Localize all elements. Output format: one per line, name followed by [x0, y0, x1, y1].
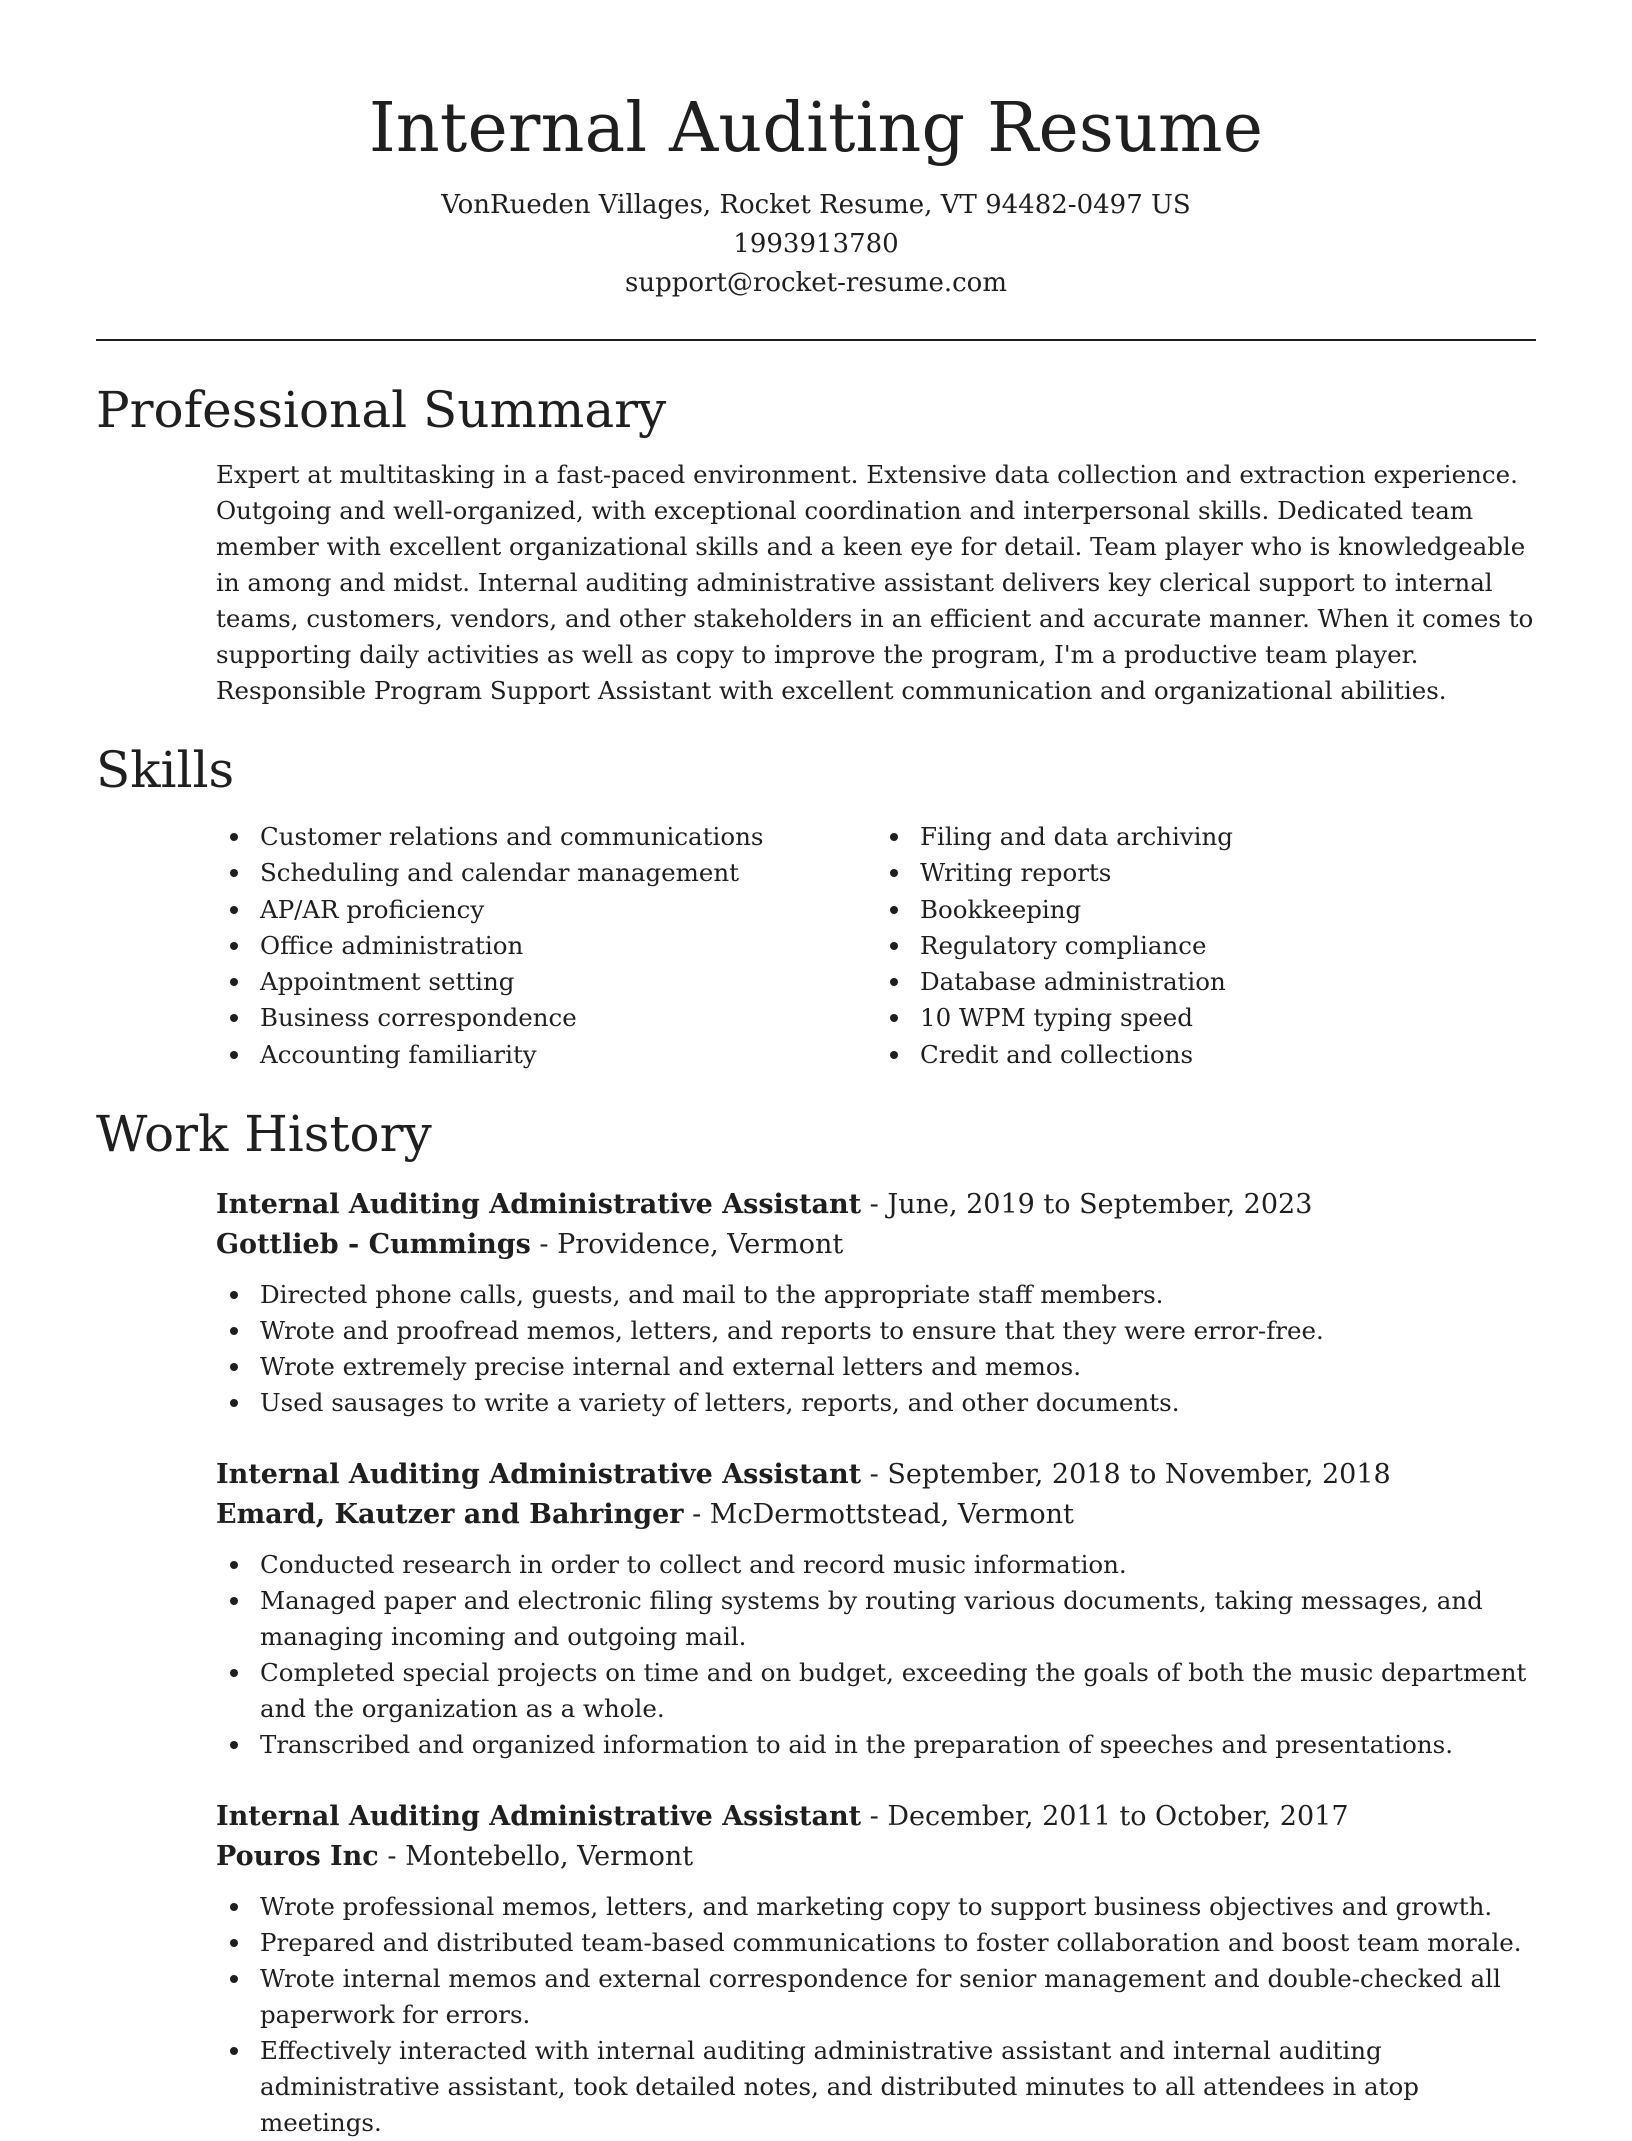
job-bullets: [216, 1277, 1536, 1421]
skills-heading: Skills: [96, 741, 235, 799]
job-bullets: [216, 1889, 1536, 2141]
job-company: Emard, Kautzer and Bahringer: [216, 1499, 684, 1531]
job-location: Montebello, Vermont: [405, 1841, 694, 1873]
skill-item: Filing and data archiving: [920, 819, 1536, 855]
job-bullet: Effectively interacted with internal auditing administrative assistant and internal auditing administrative assistant, took detailed notes, and distributed minutes to all attendees in atop meetings.: [260, 2033, 1536, 2141]
job-bullet: Used sausages to write a variety of letters, reports, and other documents.: [260, 1385, 1536, 1421]
job-bullet: Wrote internal memos and external correspondence for senior management and double-checked all paperwork for errors.: [260, 1961, 1536, 2033]
skill-item: Bookkeeping: [920, 892, 1536, 928]
job-entry: [216, 1797, 1536, 2141]
resume-title: Internal Auditing Resume: [368, 89, 1264, 168]
job-title-line: [216, 1455, 1536, 1495]
job-entry: [216, 1185, 1536, 1421]
job-title: Internal Auditing Administrative Assistant: [216, 1459, 862, 1491]
job-title: Internal Auditing Administrative Assistant: [216, 1801, 862, 1833]
job-bullet: Completed special projects on time and on budget, exceeding the goals of both the music department and the organization as a whole.: [260, 1655, 1536, 1727]
job-title-line: [216, 1185, 1536, 1225]
skill-item: Scheduling and calendar management: [260, 855, 876, 891]
skill-item: Business correspondence: [260, 1000, 876, 1036]
job-bullet: Directed phone calls, guests, and mail to the appropriate staff members.: [260, 1277, 1536, 1313]
job-bullet: Wrote professional memos, letters, and marketing copy to support business objectives and growth.: [260, 1889, 1536, 1925]
resume-page: [96, 0, 1536, 2141]
skill-item: 10 WPM typing speed: [920, 1000, 1536, 1036]
separator: -: [861, 1801, 888, 1833]
job-entry: [216, 1455, 1536, 1763]
job-dates: September, 2018 to November, 2018: [887, 1459, 1391, 1491]
skills-list-right: [876, 819, 1536, 1073]
skill-item: Credit and collections: [920, 1037, 1536, 1073]
header-divider: [96, 339, 1536, 341]
job-bullet: Managed paper and electronic filing systems by routing various documents, taking messages, and managing incoming and outgoing mail.: [260, 1583, 1536, 1655]
job-bullet: Conducted research in order to collect and record music information.: [260, 1547, 1536, 1583]
job-title-line: [216, 1797, 1536, 1837]
job-bullet: Wrote and proofread memos, letters, and reports to ensure that they were error-free.: [260, 1313, 1536, 1349]
contact-block: [96, 186, 1536, 303]
job-title: Internal Auditing Administrative Assistant: [216, 1189, 862, 1221]
skill-item: Office administration: [260, 928, 876, 964]
skills-list-left: [216, 819, 876, 1073]
separator: -: [861, 1189, 888, 1221]
job-bullet: Wrote extremely precise internal and external letters and memos.: [260, 1349, 1536, 1385]
skill-item: Writing reports: [920, 855, 1536, 891]
job-dates: December, 2011 to October, 2017: [887, 1801, 1349, 1833]
job-location: McDermottstead, Vermont: [709, 1499, 1074, 1531]
job-bullet: Prepared and distributed team-based communications to foster collaboration and boost team morale.: [260, 1925, 1536, 1961]
job-dates: June, 2019 to September, 2023: [887, 1189, 1313, 1221]
summary-heading: Professional Summary: [96, 381, 667, 439]
separator: -: [683, 1499, 710, 1531]
contact-phone: 1993913780: [733, 229, 899, 259]
skills-columns: [216, 819, 1536, 1073]
job-company-line: [216, 1225, 1536, 1265]
separator: -: [861, 1459, 888, 1491]
skill-item: Accounting familiarity: [260, 1037, 876, 1073]
job-company-line: [216, 1495, 1536, 1535]
job-company: Gottlieb - Cummings: [216, 1229, 531, 1261]
job-bullet: Transcribed and organized information to aid in the preparation of speeches and presentations.: [260, 1727, 1536, 1763]
job-company-line: [216, 1837, 1536, 1877]
separator: -: [530, 1229, 558, 1261]
separator: -: [378, 1841, 406, 1873]
job-location: Providence, Vermont: [557, 1229, 844, 1261]
work-history-heading: Work History: [96, 1105, 432, 1164]
contact-address: VonRueden Villages, Rocket Resume, VT 94482-0497 US: [441, 190, 1191, 220]
summary-text: Expert at multitasking in a fast-paced environment. Extensive data collection and extraction experience. Outgoing and well-organized, with exceptional coordination and interpersonal skills. Dedicated team member with excellent organizational skills and a keen eye for detail. Team player who is knowledgeable in among and midst. Internal auditing administrative assistant delivers key clerical support to internal teams, customers, vendors, and other stakeholders in an efficient and accurate manner. When it comes to supporting daily activities as well as copy to improve the program, I'm a productive team player. Responsible Program Support Assistant with excellent communication and organizational abilities.: [216, 460, 1534, 705]
skill-item: Customer relations and communications: [260, 819, 876, 855]
skill-item: AP/AR proficiency: [260, 892, 876, 928]
job-company: Pouros Inc: [216, 1841, 379, 1873]
contact-email: support@rocket-resume.com: [624, 268, 1007, 298]
skill-item: Regulatory compliance: [920, 928, 1536, 964]
job-bullets: [216, 1547, 1536, 1763]
skill-item: Appointment setting: [260, 964, 876, 1000]
skill-item: Database administration: [920, 964, 1536, 1000]
